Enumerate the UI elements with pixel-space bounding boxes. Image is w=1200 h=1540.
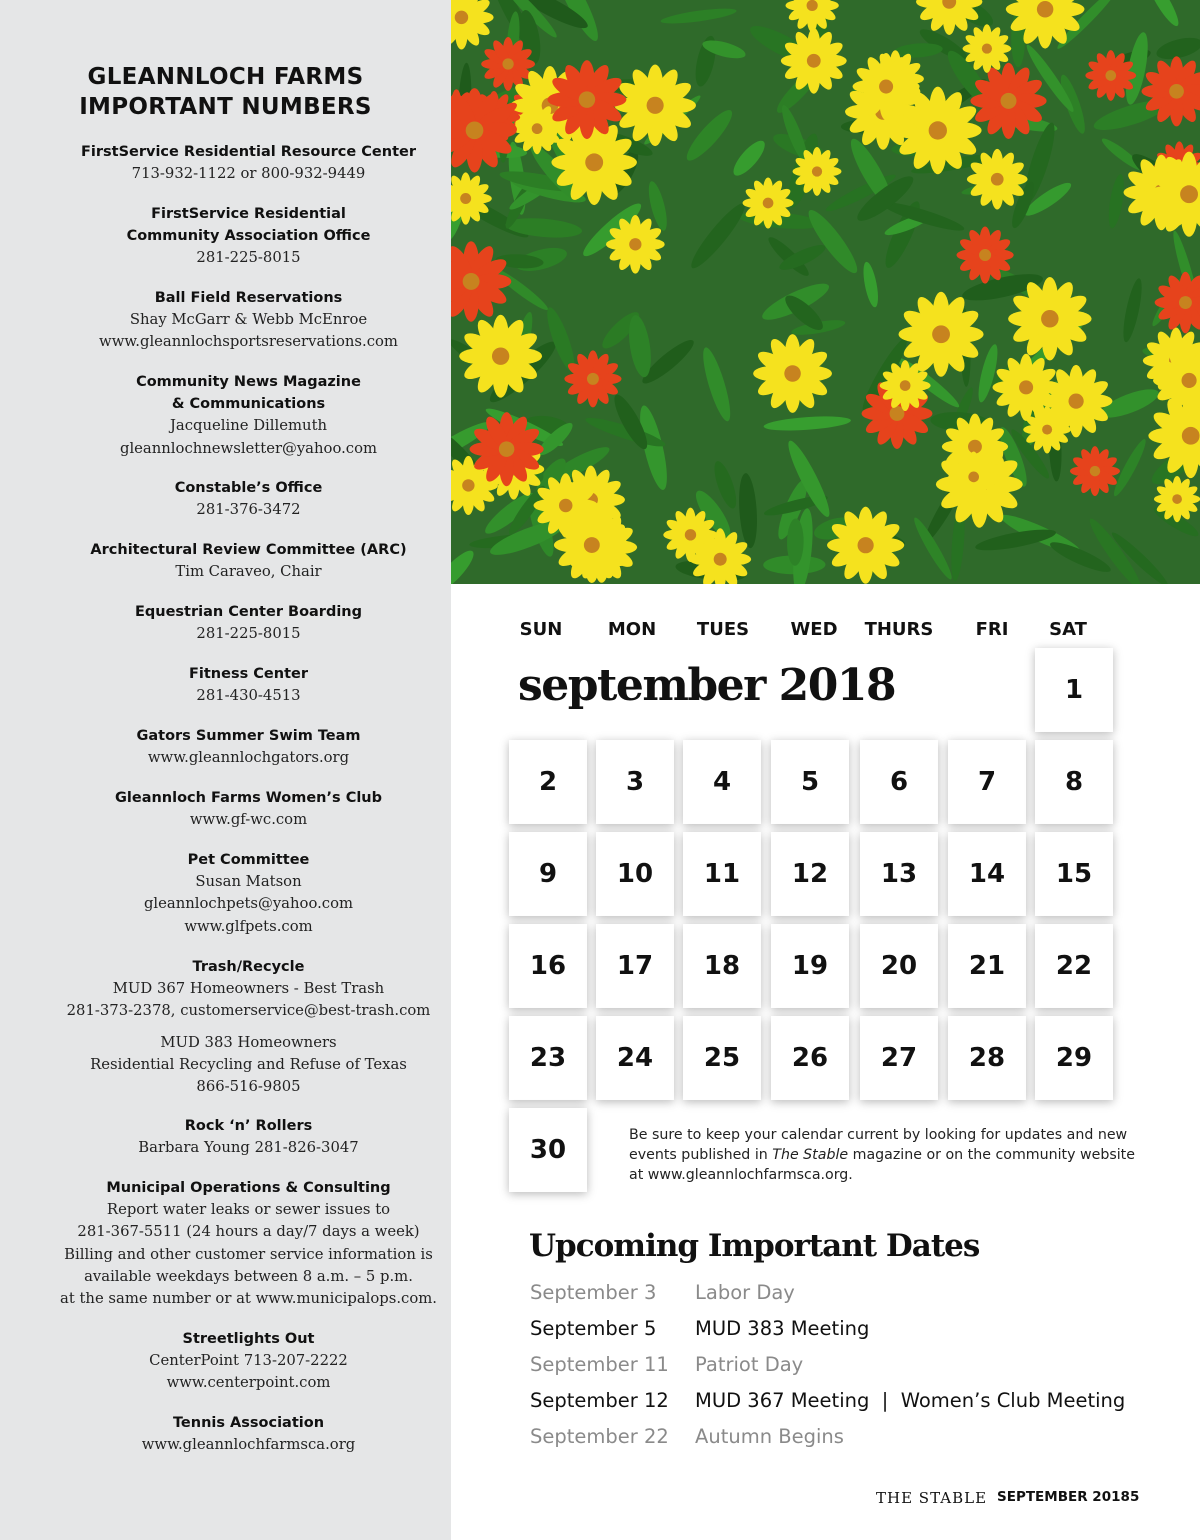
contact-heading: Gators Summer Swim Team — [136, 728, 361, 744]
contact-heading: Municipal Operations & Consulting — [106, 1180, 391, 1196]
contact-heading: Community Association Office — [126, 228, 371, 245]
calendar-day-19[interactable]: 19 — [771, 924, 849, 1008]
contact-detail: CenterPoint 713-207-2222 — [149, 1352, 348, 1370]
contact-entry — [0, 1412, 497, 1456]
event-name: MUD 383 Meeting — [695, 1317, 870, 1340]
contact-detail: MUD 367 Homeowners - Best Trash — [112, 980, 385, 998]
contact-detail: 281-367-5511 (24 hours a day/7 days a week) — [77, 1223, 420, 1241]
contact-entry — [0, 725, 497, 769]
contact-detail: Shay McGarr & Webb McEnroe — [129, 311, 368, 329]
contact-entry — [0, 956, 497, 1023]
note-line-1: Be sure to keep your calendar current by looking for updates and new — [629, 1127, 1128, 1143]
calendar-day-25[interactable]: 25 — [683, 1016, 761, 1100]
calendar-day-14[interactable]: 14 — [948, 832, 1026, 916]
contact-link[interactable]: gleannlochnewsletter@yahoo.com — [119, 439, 378, 457]
event-name: Patriot Day — [695, 1353, 804, 1376]
event-date: September 3 — [530, 1281, 657, 1304]
contact-entry — [0, 1177, 497, 1310]
calendar-day-15[interactable]: 15 — [1035, 832, 1113, 916]
contact-link[interactable]: gleannlochpets@yahoo.com — [143, 895, 354, 913]
contact-link[interactable]: www.gf-wc.com — [189, 811, 308, 829]
contact-link[interactable]: www.gleannlochgators.org — [147, 749, 350, 767]
event-date: September 5 — [530, 1317, 657, 1340]
contact-detail: 281-225-8015 — [196, 249, 301, 267]
contact-heading: Pet Committee — [187, 852, 310, 868]
event-date: September 22 — [530, 1425, 669, 1448]
calendar-day-5[interactable]: 5 — [771, 740, 849, 824]
contact-entry — [0, 203, 497, 270]
contact-heading: Ball Field Reservations — [154, 290, 343, 306]
contact-heading: Trash/Recycle — [192, 959, 305, 975]
calendar-day-3[interactable]: 3 — [596, 740, 674, 824]
weekday-tues: TUES — [696, 619, 750, 640]
page-number: 5 — [1130, 1489, 1140, 1505]
contact-detail: Tim Caraveo, Chair — [175, 563, 322, 581]
contact-link[interactable]: www.gleannlochfarmsca.org — [141, 1436, 356, 1454]
contact-entry — [0, 849, 497, 938]
calendar-day-16[interactable]: 16 — [509, 924, 587, 1008]
contact-heading: FirstService Residential Resource Center — [80, 144, 416, 160]
contact-detail: 281-376-3472 — [196, 501, 301, 519]
contact-detail: Susan Matson — [195, 873, 302, 891]
calendar-day-4[interactable]: 4 — [683, 740, 761, 824]
weekday-sat: SAT — [1049, 619, 1087, 640]
calendar-day-22[interactable]: 22 — [1035, 924, 1113, 1008]
zinnia-flowers-image — [451, 0, 1200, 584]
calendar-day-18[interactable]: 18 — [683, 924, 761, 1008]
contact-entry — [0, 141, 497, 185]
sidebar-title-line-2: IMPORTANT NUMBERS — [79, 94, 372, 120]
calendar-day-2[interactable]: 2 — [509, 740, 587, 824]
contact-detail: MUD 383 Homeowners — [160, 1034, 337, 1051]
contact-detail: 281-225-8015 — [196, 625, 301, 643]
contact-detail: Barbara Young 281-826-3047 — [138, 1139, 359, 1157]
contact-entry — [0, 1115, 497, 1159]
contact-entry — [0, 787, 497, 831]
calendar-note — [629, 1125, 1135, 1185]
contact-detail: 713-932-1122 or 800-932-9449 — [131, 165, 366, 183]
calendar-day-1[interactable]: 1 — [1035, 648, 1113, 732]
calendar-day-8[interactable]: 8 — [1035, 740, 1113, 824]
event-name: MUD 367 Meeting | Women’s Club Meeting — [695, 1389, 1126, 1412]
event-name: Labor Day — [695, 1281, 795, 1304]
magazine-name: The Stable — [772, 1147, 849, 1163]
calendar-day-7[interactable]: 7 — [948, 740, 1026, 824]
issue-date: SEPTEMBER 2018 — [997, 1489, 1130, 1505]
contact-heading: FirstService Residential — [151, 206, 346, 222]
contact-link[interactable]: www.centerpoint.com — [166, 1374, 331, 1392]
calendar-day-29[interactable]: 29 — [1035, 1016, 1113, 1100]
calendar-day-6[interactable]: 6 — [860, 740, 938, 824]
flower-photo — [451, 0, 1200, 584]
contact-detail: Billing and other customer service information is — [64, 1245, 433, 1263]
contact-entry — [0, 539, 497, 583]
calendar-day-27[interactable]: 27 — [860, 1016, 938, 1100]
calendar-day-10[interactable]: 10 — [596, 832, 674, 916]
contact-heading: Fitness Center — [189, 666, 308, 682]
contact-heading: Community News Magazine — [136, 374, 361, 390]
contact-entry — [0, 601, 497, 645]
contact-link[interactable]: www.glfpets.com — [184, 917, 313, 935]
contact-link[interactable]: www.gleannlochsportsreservations.com — [99, 333, 398, 351]
contact-detail: Report water leaks or sewer issues to — [106, 1201, 391, 1219]
contact-entry — [0, 1032, 497, 1099]
calendar-day-30[interactable]: 30 — [509, 1108, 587, 1192]
contact-link[interactable]: at the same number or at www.municipalops.com. — [60, 1290, 437, 1308]
contact-detail: 281-430-4513 — [196, 687, 301, 705]
publication-name: THE STABLE — [876, 1489, 988, 1507]
contact-entry — [0, 663, 497, 707]
contact-entry — [0, 287, 497, 354]
contact-heading: Gleannloch Farms Women’s Club — [114, 790, 383, 806]
weekday-fri: FRI — [975, 619, 1009, 640]
important-numbers-sidebar — [0, 0, 451, 1540]
contact-heading: & Communications — [171, 396, 326, 413]
calendar-day-20[interactable]: 20 — [860, 924, 938, 1008]
note-line-2: events published in The Stable magazine or on the community website — [629, 1147, 1135, 1163]
note-line-3: at www.gleannlochfarmsca.org. — [629, 1167, 853, 1183]
month-title: september 2018 — [518, 660, 896, 711]
weekday-sun: SUN — [519, 619, 563, 640]
calendar-day-28[interactable]: 28 — [948, 1016, 1026, 1100]
contact-heading: Equestrian Center Boarding — [134, 604, 363, 620]
weekday-thurs: THURS — [864, 619, 934, 640]
calendar-day-23[interactable]: 23 — [509, 1016, 587, 1100]
contact-heading: Rock ‘n’ Rollers — [184, 1118, 313, 1134]
contact-heading: Tennis Association — [172, 1415, 325, 1431]
sidebar-title — [0, 62, 451, 122]
calendar-day-9[interactable]: 9 — [509, 832, 587, 916]
contact-detail: Residential Recycling and Refuse of Texas — [90, 1056, 407, 1074]
contact-heading: Architectural Review Committee (ARC) — [90, 542, 407, 558]
contact-entry — [0, 1328, 497, 1395]
contact-link[interactable]: 281-373-2378, customerservice@best-trash.com — [66, 1002, 431, 1020]
contact-entry — [0, 371, 497, 460]
contact-detail: available weekdays between 8 a.m. – 5 p.m. — [84, 1267, 413, 1285]
sidebar-title-line-1: GLEANNLOCH FARMS — [87, 64, 364, 90]
calendar-day-21[interactable]: 21 — [948, 924, 1026, 1008]
contact-entry — [0, 477, 497, 521]
calendar-day-11[interactable]: 11 — [683, 832, 761, 916]
calendar-day-12[interactable]: 12 — [771, 832, 849, 916]
weekday-wed: WED — [790, 619, 838, 640]
calendar-day-13[interactable]: 13 — [860, 832, 938, 916]
contact-detail: Jacqueline Dillemuth — [169, 417, 328, 435]
event-date: September 11 — [530, 1353, 669, 1376]
calendar-day-17[interactable]: 17 — [596, 924, 674, 1008]
calendar-day-24[interactable]: 24 — [596, 1016, 674, 1100]
calendar-day-26[interactable]: 26 — [771, 1016, 849, 1100]
event-date: September 12 — [530, 1389, 669, 1412]
page-footer — [0, 1489, 1200, 1511]
event-name: Autumn Begins — [695, 1425, 844, 1448]
weekday-mon: MON — [607, 619, 657, 640]
upcoming-dates-title: Upcoming Important Dates — [529, 1228, 980, 1264]
contact-detail: 866-516-9805 — [196, 1078, 301, 1096]
contact-heading: Constable’s Office — [174, 480, 323, 496]
contact-heading: Streetlights Out — [182, 1331, 315, 1347]
